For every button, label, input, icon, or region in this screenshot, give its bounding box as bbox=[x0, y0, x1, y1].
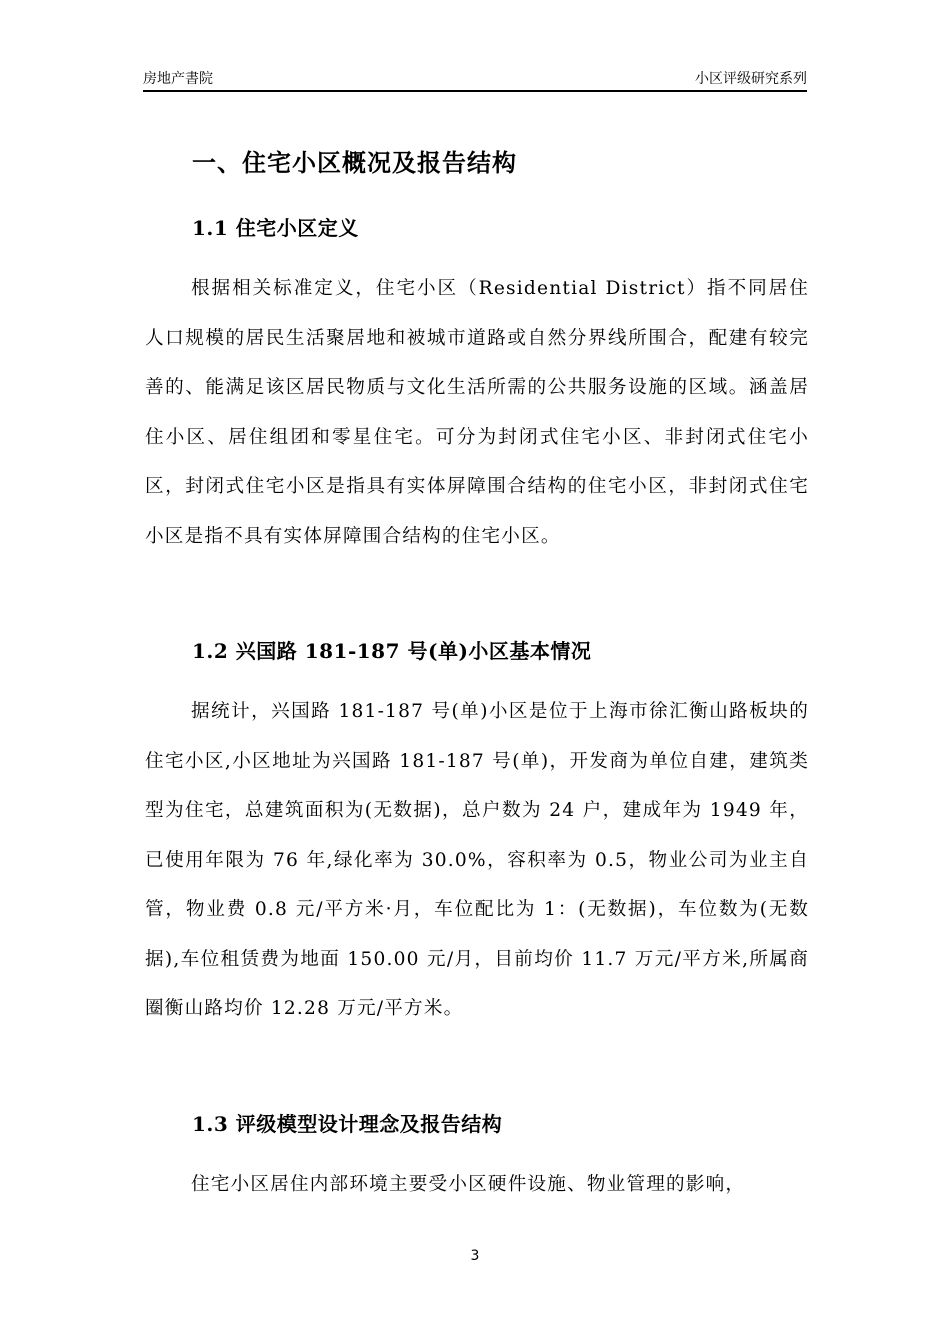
subsection-heading-1-3: 1.3 评级模型设计理念及报告结构 bbox=[192, 1112, 503, 1136]
section-title: 一、住宅小区概况及报告结构 bbox=[192, 148, 517, 177]
paragraph-model-design: 住宅小区居住内部环境主要受小区硬件设施、物业管理的影响， bbox=[191, 1174, 746, 1195]
header-publisher: 房地产書院 bbox=[143, 71, 213, 87]
page-header bbox=[143, 66, 807, 88]
header-divider bbox=[143, 90, 807, 92]
subsection-heading-1-1: 1.1 住宅小区定义 bbox=[192, 216, 359, 240]
header-series: 小区评级研究系列 bbox=[695, 71, 807, 87]
subsection-heading-1-2: 1.2 兴国路 181-187 号(单)小区基本情况 bbox=[192, 639, 592, 663]
paragraph-basic-info: 据统计，兴国路 181-187 号(单)小区是位于上海市徐汇衡山路板块的住宅小区,小区地址为兴国路 181-187 号(单)，开发商为单位自建，建筑类型为住宅，总建筑面积为(无数据)，总户数为 24 户，建成年为 1949 年，已使用年限为 76 年,绿化率为 30.0%，容积率为 0.5，物业公司为业主自管，物业费 0.8 元/平方米·月，车位配比为 1：(无数据)，车位数为(无数据),车位租赁费为地面 150.00 元/月，目前均价 11.7 万元/平方米,所属商圈衡山路均价 12.28 万元/平方米。 bbox=[145, 701, 809, 1019]
page-number: 3 bbox=[470, 1248, 480, 1264]
paragraph-definition: 根据相关标准定义，住宅小区（Residential District）指不同居住人口规模的居民生活聚居地和被城市道路或自然分界线所围合，配建有较完善的、能满足该区居民物质与文化生活所需的公共服务设施的区域。涵盖居住小区、居住组团和零星住宅。可分为封闭式住宅小区、非封闭式住宅小区，封闭式住宅小区是指具有实体屏障围合结构的住宅小区，非封闭式住宅小区是指不具有实体屏障围合结构的住宅小区。 bbox=[145, 278, 809, 547]
